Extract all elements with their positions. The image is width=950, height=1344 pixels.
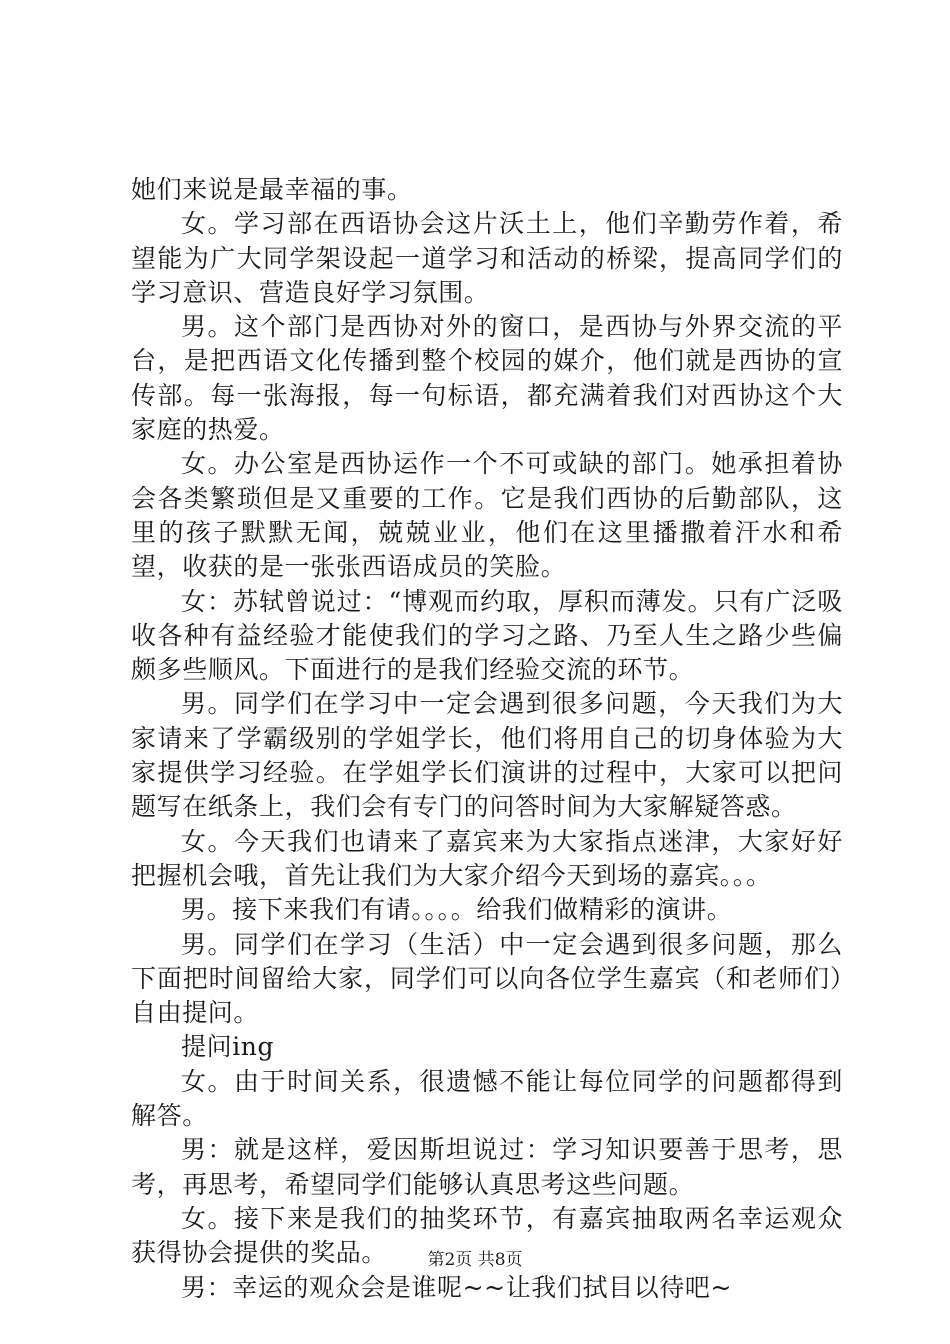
paragraph: 男。接下来我们有请。。。。给我们做精彩的演讲。 (181, 895, 733, 925)
paragraph: 男。同学们在学习（生活）中一定会遇到很多问题，那么下面把时间留给大家，同学们可以向各位学生嘉宾（和老师们）自由提问。 (131, 929, 843, 1028)
paragraph: 提问ing (181, 1032, 275, 1062)
paragraph: 女：苏轼曾说过：“博观而约取，厚积而薄发。只有广泛吸收各种有益经验才能使我们的学习之路、乃至人生之路少些偏颇多些顺风。下面进行的是我们经验交流的环节。 (131, 586, 843, 685)
paragraph: 男：就是这样，爱因斯坦说过：学习知识要善于思考，思考，再思考，希望同学们能够认真思考这些问题。 (131, 1135, 843, 1199)
paragraph: 女。办公室是西协运作一个不可或缺的部门。她承担着协会各类繁琐但是又重要的工作。它是我们西协的后勤部队，这里的孩子默默无闻，兢兢业业，他们在这里播撒着汗水和希望，收获的是一张张西语成员的笑脸。 (131, 449, 843, 582)
paragraph: 男。这个部门是西协对外的窗口，是西协与外界交流的平台，是把西语文化传播到整个校园的媒介，他们就是西协的宣传部。每一张海报，每一句标语，都充满着我们对西协这个大家庭的热爱。 (131, 312, 843, 445)
paragraph: 女。接下来是我们的抽奖环节，有嘉宾抽取两名幸运观众获得协会提供的奖品。 (131, 1203, 843, 1268)
page-footer (0, 1245, 950, 1270)
paragraph: 她们来说是最幸福的事。 (131, 175, 413, 204)
page-number-label: 第2页 共8页 (427, 1250, 523, 1270)
paragraph: 女。学习部在西语协会这片沃土上，他们辛勤劳作着，希望能为广大同学架设起一道学习和活动的桥梁，提高同学们的学习意识、营造良好学习氛围。 (131, 209, 843, 307)
document-body (131, 173, 843, 1305)
paragraph: 女。今天我们也请来了嘉宾来为大家指点迷津，大家好好把握机会哦，首先让我们为大家介绍今天到场的嘉宾。。。 (131, 826, 843, 890)
paragraph: 女。由于时间关系，很遗憾不能让每位同学的问题都得到解答。 (131, 1066, 843, 1131)
paragraph: 男。同学们在学习中一定会遇到很多问题，今天我们为大家请来了学霸级别的学姐学长，他们将用自己的切身体验为大家提供学习经验。在学姐学长们演讲的过程中，大家可以把问题写在纸条上，我们会有专门的问答时间为大家解疑答惑。 (131, 689, 843, 822)
paragraph: 男：幸运的观众会是谁呢~~让我们拭目以待吧~ (181, 1272, 733, 1302)
